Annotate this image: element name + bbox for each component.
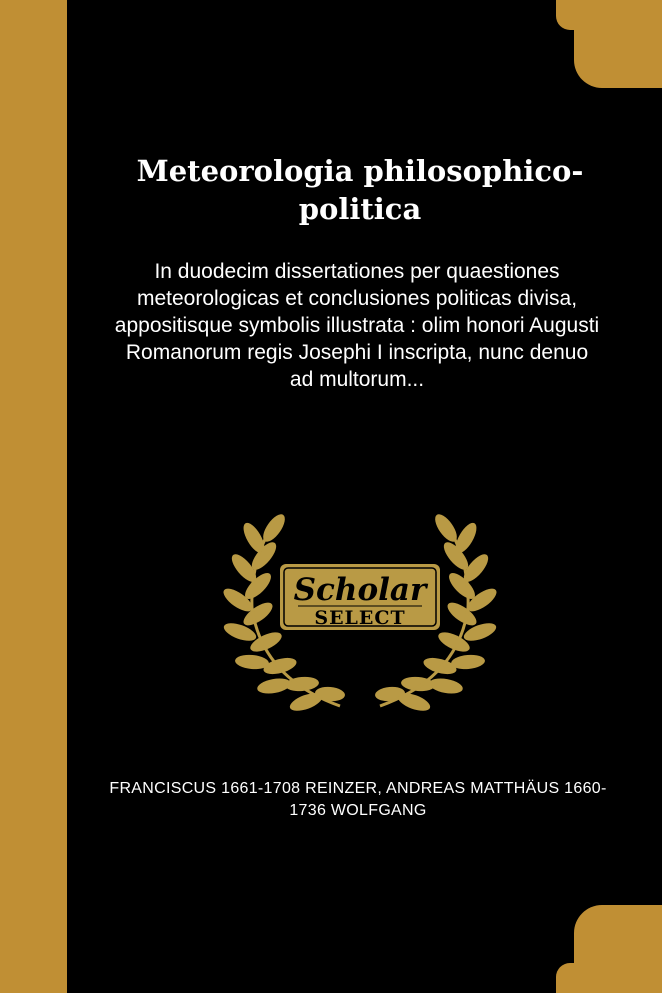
corner-ornament-bottom-right bbox=[574, 905, 662, 993]
book-title: Meteorologia philosophico-politica bbox=[136, 154, 584, 226]
logo-scholar-text: Scholar bbox=[293, 572, 427, 608]
book-cover bbox=[67, 0, 662, 993]
scholar-select-logo bbox=[222, 508, 498, 718]
book-authors: FRANCISCUS 1661-1708 REINZER, ANDREAS MATTHÄUS 1660-1736 WOLFGANG bbox=[109, 780, 607, 819]
book-spine bbox=[0, 0, 67, 993]
laurel-wreath-icon bbox=[222, 508, 498, 718]
corner-ornament-top-right bbox=[574, 0, 662, 88]
book-subtitle: In duodecim dissertationes per quaestiones meteorologicas et conclusiones politicas divisa, appositisque symbolis illustrata : olim honori Augusti Romanorum regis Josephi I inscripta, nunc denuo ad multorum... bbox=[114, 260, 600, 391]
logo-select-text: SELECT bbox=[314, 607, 406, 629]
